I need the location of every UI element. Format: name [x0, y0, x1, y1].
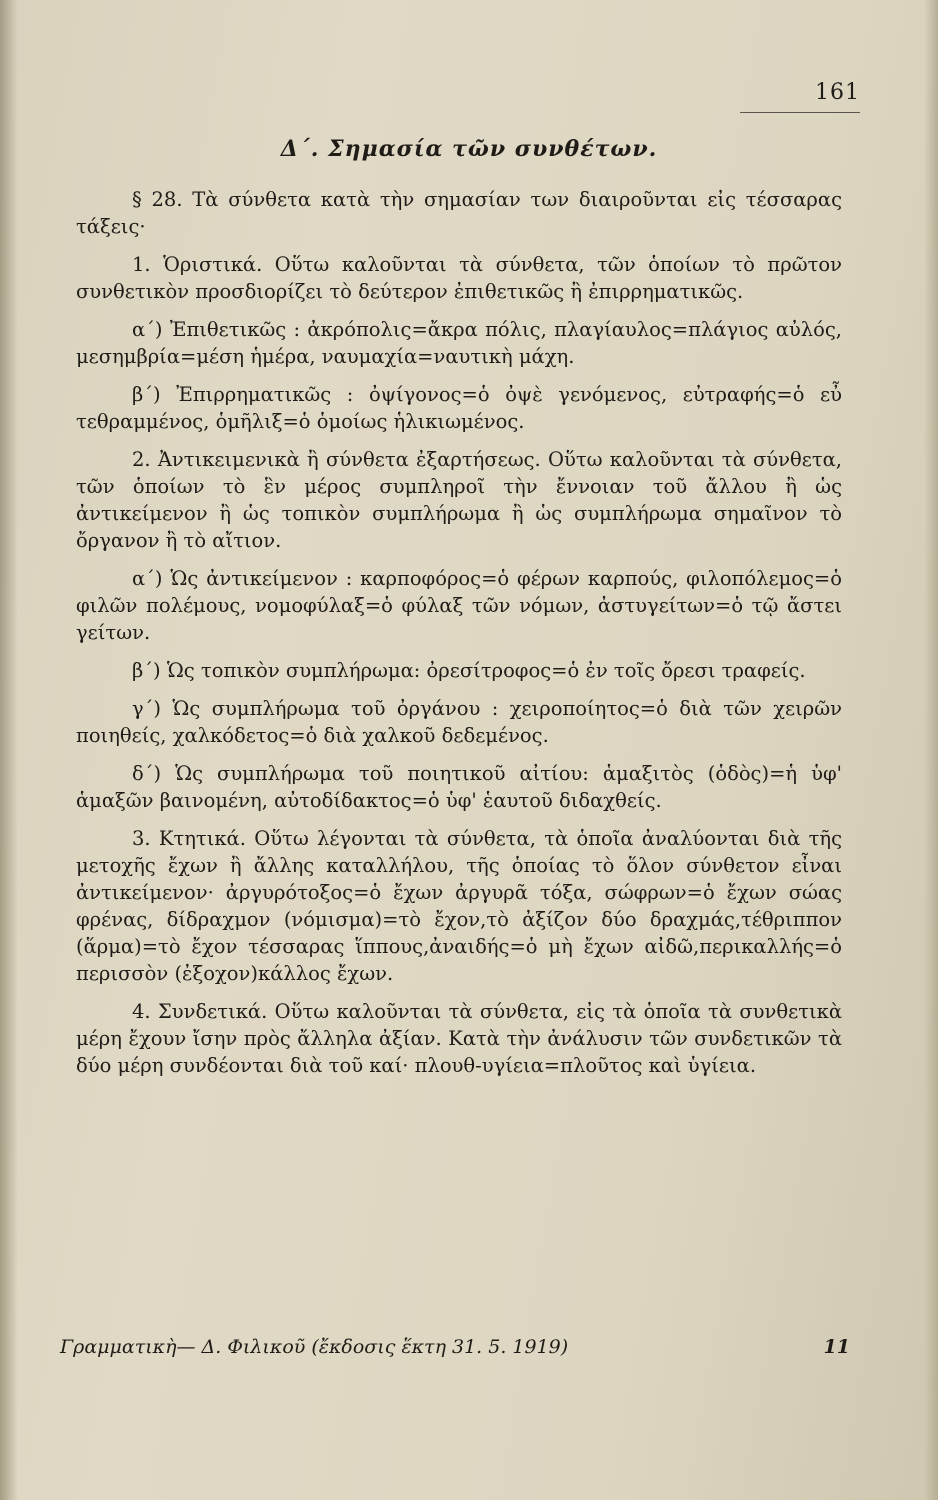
- page-edge-shadow-right: [924, 0, 938, 1500]
- page-number: 161: [815, 80, 860, 105]
- paragraph-copulative: 4. Συνδετικά. Οὕτω καλοῦνται τὰ σύνθετα, εἰς τὰ ὁποῖα τὰ συνθετικὰ μέρη ἔχουν ἴσην πρὸς ἄλληλα ἀξίαν. Κατὰ τὴν ἀνάλυσιν τῶν συνδετικῶν τὰ δύο μέρη συνδέονται διὰ τοῦ καί· πλουθ-υγίεια=πλοῦτος καὶ ὑγίεια.: [76, 1000, 842, 1077]
- footer-book-title: Γραμματικὴ— Δ. Φιλικοῦ (ἔκδοσις ἕκτη 31. 5. 1919): [60, 1336, 569, 1358]
- paragraph-objective-a: α΄) Ὡς ἀντικείμενον : καρποφόρος=ὁ φέρων καρπούς, φιλοπόλεμος=ὁ φιλῶν πολέμους, νομοφύλαξ=ὁ φύλαξ τῶν νόμων, ἀστυγείτων=ὁ τῷ ἄστει γείτων.: [76, 567, 842, 644]
- section-heading: Δ΄. Σημασία τῶν συνθέτων.: [280, 136, 658, 162]
- paragraph-intro: § 28. Τὰ σύνθετα κατὰ τὴν σημασίαν των διαιροῦνται εἰς τέσσαρας τάξεις·: [76, 188, 842, 238]
- paragraph-possessive: 3. Κτητικά. Οὕτω λέγονται τὰ σύνθετα, τὰ ὁποῖα ἀναλύονται διὰ τῆς μετοχῆς ἔχων ἢ ἄλλης καταλλήλου, τῆς ὁποίας τὸ ὅλον σύνθετον εἶναι ἀντικείμενον· ἀργυρότοξος=ὁ ἔχων ἀργυρᾶ τόξα, σώφρων=ὁ ἔχων σώας φρένας, δίδραχμον (νόμισμα)=τὸ ἔχον,τὸ ἀξίζον δύο δραχμάς,τέθριππον (ἅρμα)=τὸ ἔχον τέσσαρας ἵππους,ἀναιδής=ὁ μὴ ἔχων αἰδῶ,περικαλλής=ὁ περισσὸν (ἐξοχον)κάλλος ἔχων.: [76, 827, 842, 985]
- paragraph-definitive-a: α΄) Ἐπιθετικῶς : ἀκρόπολις=ἄκρα πόλις, πλαγίαυλος=πλάγιος αὐλός, μεσημβρία=μέση ἡμέρα, ναυμαχία=ναυτικὴ μάχη.: [76, 318, 842, 368]
- paragraph-objective-b: β΄) Ὡς τοπικὸν συμπλήρωμα: ὀρεσίτροφος=ὁ ἐν τοῖς ὄρεσι τραφείς.: [132, 659, 806, 682]
- paragraph-definitive: 1. Ὁριστικά. Οὕτω καλοῦνται τὰ σύνθετα, τῶν ὁποίων τὸ πρῶτον συνθετικὸν προσδιορίζει τὸ δεύτερον ἐπιθετικῶς ἢ ἐπιρρηματικῶς.: [76, 253, 842, 303]
- page-edge-shadow-left: [0, 0, 18, 1500]
- body-text: [76, 186, 842, 1079]
- paragraph-objective: 2. Ἀντικειμενικὰ ἢ σύνθετα ἐξαρτήσεως. Οὕτω καλοῦνται τὰ σύνθετα, τῶν ὁποίων τὸ ἓν μέρος συμπληροῖ τὴν ἔννοιαν τοῦ ἄλλου ἢ ὡς ἀντικείμενον ἢ ὡς τοπικὸν συμπλήρωμα ἢ ὡς συμπλήρωμα σημαῖνον τὸ ὄργανον ἢ τὸ αἴτιον.: [76, 448, 842, 552]
- page-footer: [60, 1336, 850, 1358]
- paragraph-objective-d: δ΄) Ὡς συμπλήρωμα τοῦ ποιητικοῦ αἰτίου: ἁμαξιτὸς (ὁδὸς)=ἡ ὑφ' ἁμαξῶν βαινομένη, αὐτοδίδακτος=ὁ ὑφ' ἑαυτοῦ διδαχθείς.: [76, 762, 842, 812]
- paragraph-definitive-b: β΄) Ἐπιρρηματικῶς : ὀψίγονος=ὁ ὀψὲ γενόμενος, εὐτραφής=ὁ εὖ τεθραμμένος, ὁμῆλιξ=ὁ ὁμοίως ἡλικιωμένος.: [76, 383, 842, 433]
- paragraph-objective-c: γ΄) Ὡς συμπλήρωμα τοῦ ὀργάνου : χειροποίητος=ὁ διὰ τῶν χειρῶν ποιηθείς, χαλκόδετος=ὁ διὰ χαλκοῦ δεδεμένος.: [76, 697, 842, 747]
- page-number-rule: [740, 112, 860, 113]
- footer-signature-mark: 11: [823, 1336, 850, 1358]
